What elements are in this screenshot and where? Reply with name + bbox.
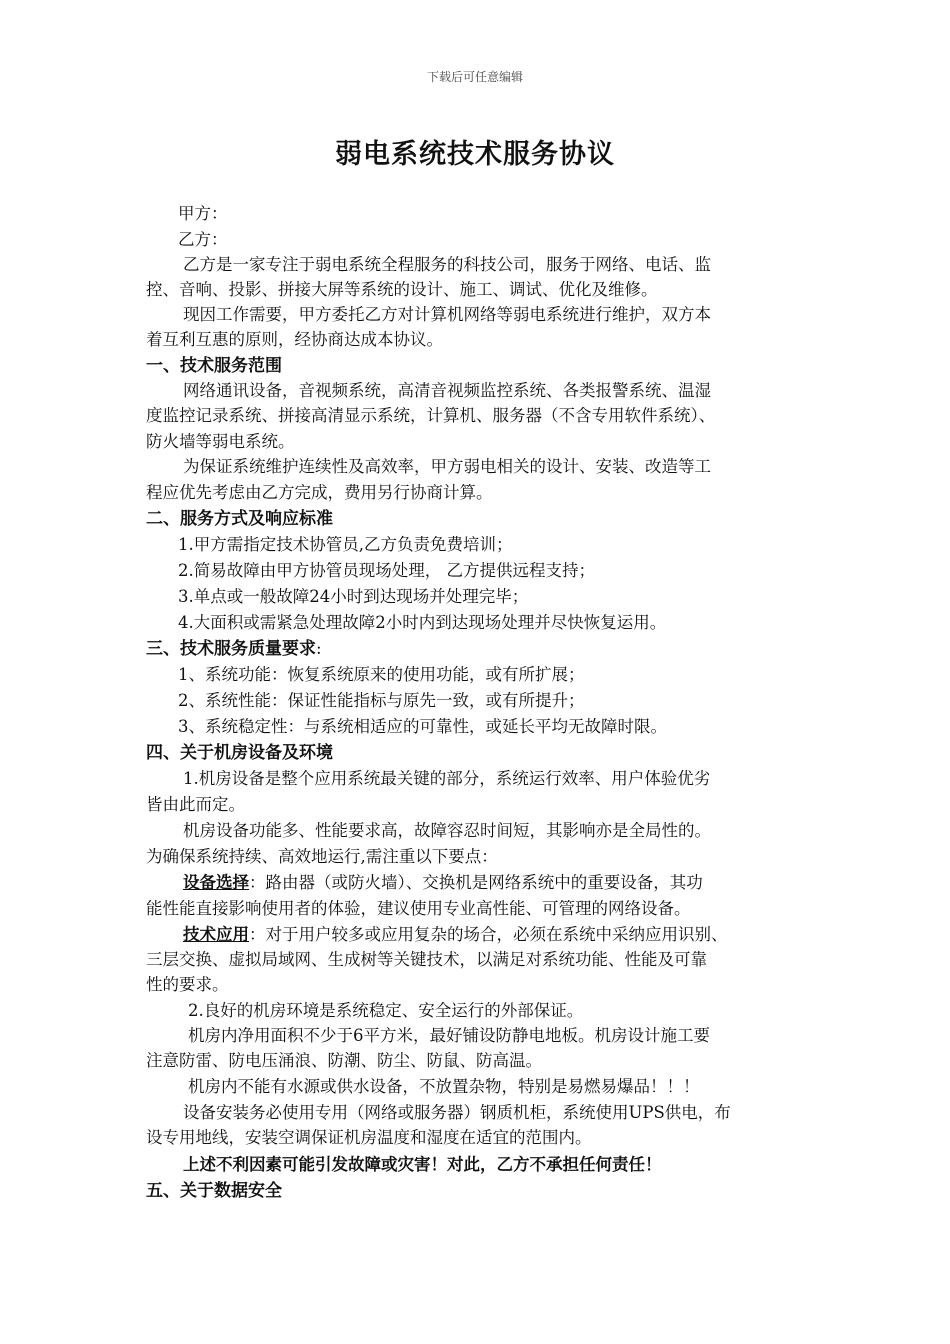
- paragraph-line: 设专用地线，安装空调保证机房温度和湿度在适宜的范围内。: [146, 1128, 592, 1147]
- paragraph-line: 为确保系统持续、高效地运行,需注重以下要点：: [146, 847, 498, 866]
- section-heading-4: 四、关于机房设备及环境: [146, 743, 333, 763]
- term-technology-application: 技术应用: [183, 925, 249, 944]
- paragraph-line: 度监控记录系统、拼接高清显示系统，计算机、服务器（不含专用软件系统）、: [146, 406, 716, 425]
- paragraph-line: 皆由此而定。: [146, 795, 245, 814]
- party-b: 乙方：: [178, 230, 228, 249]
- list-item: 1.甲方需指定技术协管员,乙方负责免费培训；: [178, 535, 513, 554]
- list-item: 2.简易故障由甲方协管员现场处理， 乙方提供远程支持；: [178, 561, 595, 580]
- paragraph-line: 机房内净用面积不少于6平方米，最好铺设防静电地板。机房设计施工要: [188, 1026, 710, 1045]
- paragraph-line: 防火墙等弱电系统。: [146, 432, 295, 451]
- party-a: 甲方：: [178, 204, 228, 223]
- paragraph-line: 现因工作需要，甲方委托乙方对计算机网络等弱电系统进行维护，双方本: [183, 305, 711, 324]
- paragraph-line: 1.机房设备是整个应用系统最关键的部分，系统运行效率、用户体验优劣: [183, 769, 711, 788]
- paragraph-line: 控、音响、投影、拼接大屏等系统的设计、施工、调试、优化及维修。: [146, 280, 658, 299]
- paragraph-line: 设备安装务必使用专用（网络或服务器）钢质机柜，系统使用UPS供电，布: [183, 1103, 731, 1122]
- section-heading-3-colon: :: [316, 639, 322, 658]
- list-item: 4.大面积或需紧急处理故障2小时内到达现场处理并尽快恢复运用。: [178, 613, 667, 632]
- list-item: 3.单点或一般故障24小时到达现场并处理完毕；: [178, 587, 529, 606]
- paragraph-line: 性的要求。: [146, 975, 229, 994]
- section-heading-5: 五、关于数据安全: [146, 1181, 282, 1201]
- list-item: 3、系统稳定性：与系统相适应的可靠性，或延长平均无故障时限。: [178, 717, 667, 736]
- paragraph-line: [183, 871, 703, 895]
- disclaimer: 上述不利因素可能引发故障或灾害！对此，乙方不承担任何责任！: [183, 1155, 662, 1174]
- paragraph-line: 三层交换、虚拟局域网、生成树等关键技术，以满足对系统功能、性能及可靠: [146, 950, 707, 969]
- list-item: 2、系统性能：保证性能指标与原先一致，或有所提升；: [178, 691, 585, 710]
- page-header: 下载后可任意编辑: [426, 70, 523, 84]
- term-text: ：对于用户较多或应用复杂的场合，必须在系统中采纳应用识别、: [249, 925, 728, 944]
- paragraph-line: 2.良好的机房环境是系统稳定、安全运行的外部保证。: [188, 1001, 584, 1020]
- section-heading-3: [146, 637, 322, 661]
- term-text: ：路由器（或防火墙）、交换机是网络系统中的重要设备，其功: [249, 873, 703, 892]
- list-item: 1、系统功能：恢复系统原来的使用功能，或有所扩展；: [178, 665, 585, 684]
- term-equipment-selection: 设备选择: [183, 873, 249, 892]
- paragraph-line: 机房内不能有水源或供水设备，不放置杂物，特别是易燃易爆品！！！: [188, 1077, 700, 1096]
- paragraph-line: 机房设备功能多、性能要求高，故障容忍时间短，其影响亦是全局性的。: [183, 821, 711, 840]
- paragraph-line: 能性能直接影响使用者的体验，建议使用专业高性能、可管理的网络设备。: [146, 899, 691, 918]
- paragraph-line: 注意防雷、防电压涌浪、防潮、防尘、防鼠、防高温。: [146, 1051, 542, 1070]
- section-heading-1: 一、技术服务范围: [146, 356, 282, 376]
- paragraph-line: 为保证系统维护连续性及高效率，甲方弱电相关的设计、安装、改造等工: [183, 457, 711, 476]
- paragraph-line: 着互利互惠的原则，经协商达成本协议。: [146, 330, 443, 349]
- section-heading-2: 二、服务方式及响应标准: [146, 509, 333, 529]
- paragraph-line: [183, 923, 728, 947]
- document-title: 弱电系统技术服务协议: [335, 139, 615, 170]
- paragraph-line: 乙方是一家专注于弱电系统全程服务的科技公司，服务于网络、电话、监: [183, 255, 711, 274]
- section-heading-3-text: 三、技术服务质量要求: [146, 639, 316, 659]
- paragraph-line: 程应优先考虑由乙方完成，费用另行协商计算。: [146, 483, 493, 502]
- paragraph-line: 网络通讯设备，音视频系统，高清音视频监控系统、各类报警系统、温湿: [183, 381, 711, 400]
